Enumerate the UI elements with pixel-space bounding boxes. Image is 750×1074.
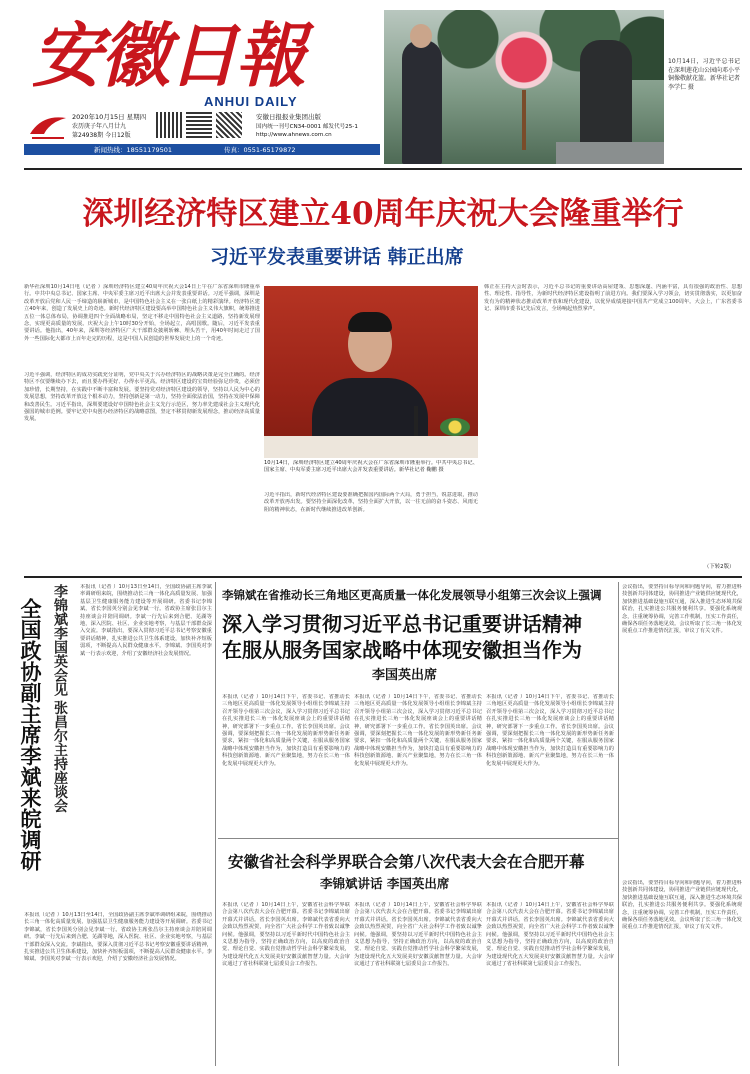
top-photo-caption: 10月14日，习近平总书记在深圳莲花山公园向邓小平铜像敬献花篮。新华社记者 李学仁 摄 <box>668 58 740 91</box>
cn-code: 国内统一刊号CN34-0001 邮发代号25-1 <box>256 124 358 130</box>
hotline: 新闻热线：18551179501 <box>94 146 172 154</box>
vertical-divider <box>215 582 216 1066</box>
left-story-headline: 全国政协副主席李斌来皖调研 <box>18 598 43 871</box>
publisher: 安徽日报报业集团出版 <box>256 113 321 121</box>
person-head <box>410 24 432 48</box>
contact-bar <box>24 144 380 155</box>
mid-story-headline-1: 深入学习贯彻习近平总书记重要讲话精神 <box>222 612 582 636</box>
lead-headline: 深圳经济特区建立40周年庆祝大会隆重举行 <box>82 196 684 232</box>
bottom-story-col-3: 本报讯（记者 ）10月14日上午，安徽省社会科学界联合会第八次代表大会在合肥开幕。省委书记李锦斌出席开幕式并讲话。省长李国英出席。李锦斌代表省委向大会致以热烈祝贺，向全省广大社会科学工作者致以诚挚问候。他强调，要坚持以习近平新时代中国特色社会主义思想为指导，坚持正确政治方向，以高度的政治自觉、理论自觉、实践自觉推动哲学社会科学繁荣发展，为建设现代化五大发展美好安徽贡献智慧力量。大会审议通过了省社科联第七届委员会工作报告。 <box>486 902 614 968</box>
left-story-body: 本报讯（记者 ）10月13日至14日，全国政协副主席李斌率调研组来皖，围绕推动长三角一体化高质量发展、加强基层卫生健康服务能力建设等开展调研。省委书记李锦斌，省长李国英分别会见李斌一行。省政协主席张昌尔主持座谈会并陪同调研。李斌一行先后来到合肥、芜湖等地，深入医院、社区、企业实地考察，与基层干部群众深入交流。李斌指出，要深入贯彻习近平总书记考察安徽重要讲话精神，扎实推进公共卫生体系建设，加快补齐短板弱项，不断提高人民群众健康水平。李锦斌、李国英对李斌一行表示欢迎，介绍了安徽经济社会发展情况。 <box>80 584 212 657</box>
bottom-story-byline: 李锦斌讲话 李国英出席 <box>320 876 450 891</box>
masthead-title: 安徽日報 <box>32 14 304 97</box>
bottom-story-col-1: 本报讯（记者 ）10月14日上午，安徽省社会科学界联合会第八次代表大会在合肥开幕。省委书记李锦斌出席开幕式并讲话。省长李国英出席。李锦斌代表省委向大会致以热烈祝贺，向全省广大社会科学工作者致以诚挚问候。他强调，要坚持以习近平新时代中国特色社会主义思想为指导，坚持正确政治方向，以高度的政治自觉、理论自觉、实践自觉推动哲学社会科学繁荣发展，为建设现代化五大发展美好安徽贡献智慧力量。大会审议通过了省社科联第七届委员会工作报告。 <box>222 902 350 968</box>
microphone-icon <box>414 406 418 436</box>
flowers-icon <box>440 418 470 436</box>
left-story-body-2: 本报讯（记者 ）10月13日至14日，全国政协副主席李斌率调研组来皖，围绕推动长三角一体化高质量发展、加强基层卫生健康服务能力建设等开展调研。省委书记李锦斌，省长李国英分别会见李斌一行。省政协主席张昌尔主持座谈会并陪同调研。李斌一行先后来到合肥、芜湖等地，深入医院、社区、企业实地考察，与基层干部群众深入交流。李斌指出，要深入贯彻习近平总书记考察安徽重要讲话精神，扎实推进公共卫生体系建设，加快补齐短板弱项，不断提高人民群众健康水平。李锦斌、李国英对李斌一行表示欢迎，介绍了安徽经济社会发展情况。 <box>24 912 212 963</box>
qr-code-1[interactable] <box>156 112 182 138</box>
horizontal-divider-3 <box>218 838 618 839</box>
lead-subheadline: 习近平发表重要讲话 韩正出席 <box>210 246 464 268</box>
bottom-story-col-2: 本报讯（记者 ）10月14日上午，安徽省社会科学界联合会第八次代表大会在合肥开幕。省委书记李锦斌出席开幕式并讲话。省长李国英出席。李锦斌代表省委向大会致以热烈祝贺，向全省广大社会科学工作者致以诚挚问候。他强调，要坚持以习近平新时代中国特色社会主义思想为指导，坚持正确政治方向，以高度的政治自觉、理论自觉、实践自觉推动哲学社会科学繁荣发展，为建设现代化五大发展美好安徽贡献智慧力量。大会审议通过了省社科联第七届委员会工作报告。 <box>354 902 482 968</box>
divider-1 <box>24 168 742 170</box>
lead-photo-caption: 10月14日，深圳经济特区建立40周年庆祝大会在广东省深圳市隆重举行。中共中央总书记、国家主席、中央军委主席习近平出席大会并发表重要讲话。新华社记者 鞠鹏 摄 <box>264 460 478 474</box>
qr-code-3[interactable] <box>216 112 242 138</box>
issue-info: 第24938期 今日12版 <box>72 132 131 139</box>
lead-col-4: 韩正在主持大会时表示，习近平总书记的重要讲话高屋建瓴、思想深邃、内涵丰富，具有很强的政治性、思想性、理论性、指导性，为新时代经济特区建设指明了前进方向。我们要深入学习领会，切实贯彻落实，以更加奋发有为的精神状态推动改革开放和现代化建设，以优异成绩迎接中国共产党成立100周年。大会上，广东省委书记、深圳市委书记先后发言，全场响起热烈掌声。 <box>484 284 742 313</box>
date-line-2: 农历庚子年八月廿九 <box>72 123 127 130</box>
masthead <box>24 8 380 158</box>
mid-story-byline: 李国英出席 <box>372 668 438 683</box>
vertical-divider-2 <box>618 582 619 1066</box>
top-photo <box>384 10 664 164</box>
mid-story-headline-2: 在服从服务国家战略中体现安徽担当作为 <box>222 638 582 662</box>
qr-code-2[interactable] <box>186 112 212 138</box>
bottom-story-headline: 安徽省社会科学界联合会第八次代表大会在合肥开幕 <box>228 852 585 871</box>
statue-base <box>556 142 664 164</box>
left-story-subheadline: 李锦斌李国英会见 张昌尔主持座谈会 <box>52 584 68 813</box>
fax: 传真：0551-65179872 <box>224 146 296 154</box>
statue <box>580 40 632 150</box>
lead-photo <box>264 286 478 458</box>
person-figure <box>402 40 442 164</box>
lead-col-3: 习近平指出，新时代经济特区建设要准确把握国内国际两个大局，勇于担当，锐意进取，推动改革开放再出发。要坚持全面深化改革，坚持全面扩大开放，以一往无前的奋斗姿态、风雨无阻的精神状态，在新时代继续推进改革创新。 <box>264 492 478 513</box>
right-col-body-1: 会议指出，要坚持目标导向和问题导向，着力推进科技创新共同体建设，协同推进产业链供应链现代化，加快推进基础设施互联互通，深入推进生态环境共保联治，扎实推进公共服务便利共享。要强化系统观念，注重统筹协调，完善工作机制，压实工作责任，确保各项任务落地见效。会议听取了长三角一体化发展重点工作推进情况汇报，审议了有关文件。 <box>622 584 742 635</box>
mid-story-col-1: 本报讯（记者 ）10月14日下午，省委书记、省推动长三角地区更高质量一体化发展领导小组组长李锦斌主持召开领导小组第三次会议，深入学习贯彻习近平总书记在扎实推进长三角一体化发展座谈会上的重要讲话精神，研究部署下一步重点工作。省长李国英出席。会议强调，要深刻把握长三角一体化发展的新形势新任务新要求，紧扣一体化和高质量两个关键，在服从服务国家战略中体现安徽担当作为，加快打造具有重要影响力的科技创新策源地、新兴产业聚集地，努力在长三角一体化发展中展现更大作为。 <box>222 694 350 767</box>
masthead-subtitle: ANHUI DAILY <box>204 94 298 109</box>
masthead-logo-icon <box>28 112 68 142</box>
lead-col-1: 新华社深圳10月14日电（记者 ）深圳经济特区建立40周年庆祝大会14日上午在广东省深圳市隆重举行。中共中央总书记、国家主席、中央军委主席习近平出席大会并发表重要讲话。习近平强调，深圳是改革开放后党和人民一手缔造的崭新城市，是中国特色社会主义在一张白纸上的精彩演绎。经济特区建立40年来，创造了发展史上的奇迹。新时代经济特区建设要高举中国特色社会主义伟大旗帜，统筹推进五位一体总体布局，协调推进四个全面战略布局，坚定不移走中国特色社会主义道路，坚持新发展理念，实现更高质量的发展。庆祝大会上午10时30分开始，全场起立，高唱国歌。随后，习近平发表重要讲话。他指出，40年来，深圳等经济特区广大干部群众披荆斩棘、埋头苦干，用40年时间走过了国外一些国际化大都市上百年走完的历程，这是中国人民创造的世界发展史上的一个奇迹。 <box>24 284 260 342</box>
website[interactable]: http://www.ahnews.com.cn <box>256 132 332 138</box>
lead-continued: （下转2版） <box>704 564 735 570</box>
divider-2 <box>24 576 742 578</box>
lead-photo-desk <box>264 436 478 458</box>
date-line-1: 2020年10月15日 星期四 <box>72 113 147 121</box>
lead-col-1b: 习近平强调，经济特区的成功实践充分证明，党中央关于兴办经济特区的战略决策是完全正确的。经济特区不仅要继续办下去，而且要办得更好、办得水平更高。经济特区建设的宝贵经验弥足珍贵，必须倍加珍惜，长期坚持，在实践中不断丰富和发展。要坚持党对经济特区建设的领导，坚持以人民为中心的发展思想，坚持改革开放这个根本动力，坚持创新是第一动力，坚持全面依法治国，坚持在发展中保障和改善民生。习近平指出，深圳要建设好中国特色社会主义先行示范区，努力率先建成社会主义现代化强国的城市范例。要牢记党中央创办经济特区的战略意图，坚定不移贯彻新发展理念，推动经济高质量发展。 <box>24 372 260 423</box>
right-col-body-2: 会议指出，要坚持目标导向和问题导向，着力推进科技创新共同体建设，协同推进产业链供应链现代化，加快推进基础设施互联互通，深入推进生态环境共保联治，扎实推进公共服务便利共享。要强化系统观念，注重统筹协调，完善工作机制，压实工作责任，确保各项任务落地见效。会议听取了长三角一体化发展重点工作推进情况汇报，审议了有关文件。 <box>622 880 742 931</box>
flower-basket <box>494 30 554 150</box>
mid-story-kicker: 李锦斌在省推动长三角地区更高质量一体化发展领导小组第三次会议上强调 <box>222 588 602 602</box>
mid-story-col-2: 本报讯（记者 ）10月14日下午，省委书记、省推动长三角地区更高质量一体化发展领导小组组长李锦斌主持召开领导小组第三次会议，深入学习贯彻习近平总书记在扎实推进长三角一体化发展座谈会上的重要讲话精神，研究部署下一步重点工作。省长李国英出席。会议强调，要深刻把握长三角一体化发展的新形势新任务新要求，紧扣一体化和高质量两个关键，在服从服务国家战略中体现安徽担当作为，加快打造具有重要影响力的科技创新策源地、新兴产业聚集地，努力在长三角一体化发展中展现更大作为。 <box>354 694 482 767</box>
lead-photo-hair <box>348 312 392 332</box>
mid-story-col-3: 本报讯（记者 ）10月14日下午，省委书记、省推动长三角地区更高质量一体化发展领导小组组长李锦斌主持召开领导小组第三次会议，深入学习贯彻习近平总书记在扎实推进长三角一体化发展座谈会上的重要讲话精神，研究部署下一步重点工作。省长李国英出席。会议强调，要深刻把握长三角一体化发展的新形势新任务新要求，紧扣一体化和高质量两个关键，在服从服务国家战略中体现安徽担当作为，加快打造具有重要影响力的科技创新策源地、新兴产业聚集地，努力在长三角一体化发展中展现更大作为。 <box>486 694 614 767</box>
